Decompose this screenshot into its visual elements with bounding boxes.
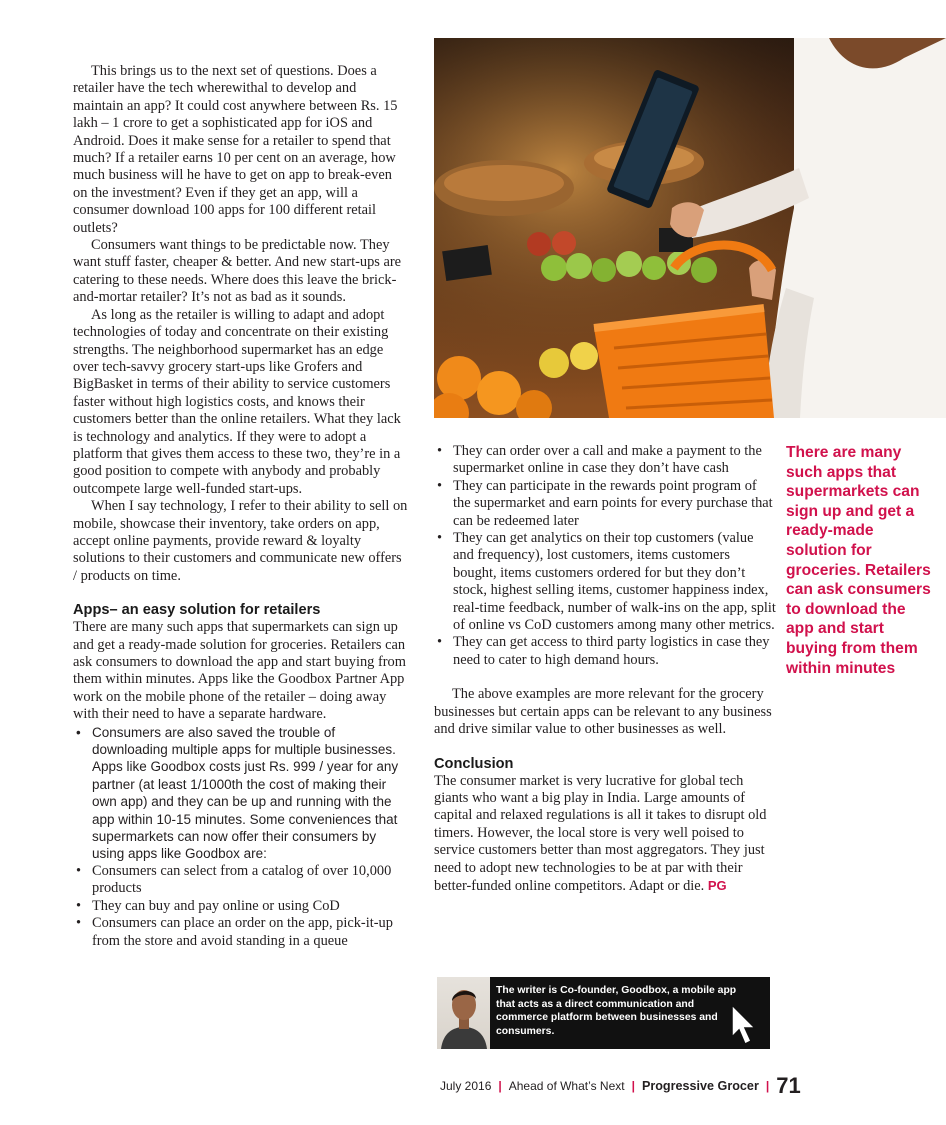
list-item: • They can buy and pay online or using CoD xyxy=(73,898,409,915)
left-column xyxy=(73,63,409,950)
conclusion-heading: Conclusion xyxy=(434,755,514,772)
footer-separator: | xyxy=(631,1079,635,1093)
body-paragraph: As long as the retailer is willing to adapt and adopt technologies of today and concentrate on their existing strengths. The neighborhood supermarket has an edge over tech-savvy grocery start-ups like Grofers and BigBasket in terms of their ability to service customers faster without high logistics costs, and knows their customers better than the online retailers. What they lack is technology and analytics. If they were to adopt a platform that gives them access to these two, they’re in a good position to compete with anybody and probably outcompete large well-funded start-ups. xyxy=(73,306,401,497)
middle-column xyxy=(434,443,776,895)
body-paragraph: Consumers want things to be predictable now. They want stuff faster, cheaper & better. And new start-ups are catering to these needs. Where does this leave the brick-and-mortar retailer? It’s not as bad as it sounds. xyxy=(73,237,402,306)
article-photo xyxy=(434,38,946,418)
footer-date: July 2016 xyxy=(440,1079,492,1093)
body-paragraph: The above examples are more relevant for the grocery businesses but certain apps can be relevant to any business and drive similar value to other businesses as well. xyxy=(434,686,772,738)
conclusion-paragraph xyxy=(434,773,776,896)
photo-illustration xyxy=(434,38,946,418)
author-photo xyxy=(437,977,491,1049)
list-item: • Consumers can place an order on the app, pick-it-up from the store and avoid standing in a queue xyxy=(73,915,409,950)
benefits-bullet-list xyxy=(434,443,776,669)
conclusion-text: The consumer market is very lucrative for global tech giants who want a big play in India. Large amounts of capital and relaxed regulations is all it takes to disrupt old timers. However, the local store is very well poised to service customers better than most aggregators. They just need to adopt new technologies to be at par with their better-funded online competitors. Adapt or die. xyxy=(434,772,767,894)
list-item: • They can get access to third party logistics in case they need to cater to high demand hours. xyxy=(434,634,776,669)
author-portrait xyxy=(437,977,491,1049)
apps-bullet-list xyxy=(73,724,409,950)
list-item: • They can order over a call and make a payment to the supermarket online in case they don’t have cash xyxy=(434,443,776,478)
magazine-name: Progressive Grocer xyxy=(641,1079,759,1093)
footer-separator: | xyxy=(498,1079,502,1093)
author-bio-box xyxy=(490,977,770,1049)
page-number: 71 xyxy=(776,1073,801,1098)
list-item: • Consumers can select from a catalog of over 10,000 products xyxy=(73,863,409,898)
body-paragraph: This brings us to the next set of questions. Does a retailer have the tech wherewithal to develop and maintain an app? It could cost anywhere between Rs. 15 lakh – 1 crore to get a sophisticated app for iOS and Android. Does it make sense for a retailer to spend that much? If a retailer earns 10 per cent on an average, how much business will he have to get on app to break-even on the investment? Even if they get an app, will a consumer download 100 apps for 100 different retail outlets? xyxy=(73,63,398,236)
body-paragraph: When I say technology, I refer to their ability to sell on mobile, showcase their inventory, take orders on app, accept online payments, provide reward & loyalty solutions to their customers and communicate new offers / products on time. xyxy=(73,498,408,584)
list-item: • Consumers are also saved the trouble of downloading multiple apps for multiple businesses. Apps like Goodbox costs just Rs. 999 / year for any partner (at least 1/1000th the cost of making their own app) and they can be up and running with the app within 10-15 minutes. Some conveniences that supermarkets can now offer their consumers by using apps like Goodbox are: xyxy=(73,724,409,863)
pg-signoff: PG xyxy=(707,877,727,893)
pull-quote: There are many such apps that supermarkets can sign up and get a ready-made solution for groceries. Retailers can ask consumers to download the app and start buying from them within minutes xyxy=(786,444,931,677)
footer-separator: | xyxy=(765,1079,770,1093)
author-bio: The writer is Co-founder, Goodbox, a mobile app that acts as a direct communication and commerce platform between businesses and consumers. xyxy=(496,985,737,1037)
list-item: • They can get analytics on their top customers (value and frequency), lost customers, items customers bought, items customers ordered for but they don’t stock, highest selling items, customer happiness index, real-time feedback, number of walk-ins on the app, split of online vs CoD customers among many other metrics. xyxy=(434,530,776,634)
cursor-arrow-icon xyxy=(726,1003,766,1047)
list-item: • They can participate in the rewards point program of the supermarket and earn points for every purchase that can be redeemed later xyxy=(434,478,776,530)
page-footer xyxy=(440,1072,880,1100)
apps-heading: Apps– an easy solution for retailers xyxy=(73,602,321,619)
footer-tagline: Ahead of What’s Next xyxy=(508,1079,625,1093)
apps-intro-paragraph: There are many such apps that supermarkets can sign up and get a ready-made solution for groceries. Retailers can ask consumers to download the app and start buying from them within minutes. Apps like the Goodbox Partner App work on the mobile phone of the retailer – doing away with their need to have a separate hardware. xyxy=(73,619,406,723)
